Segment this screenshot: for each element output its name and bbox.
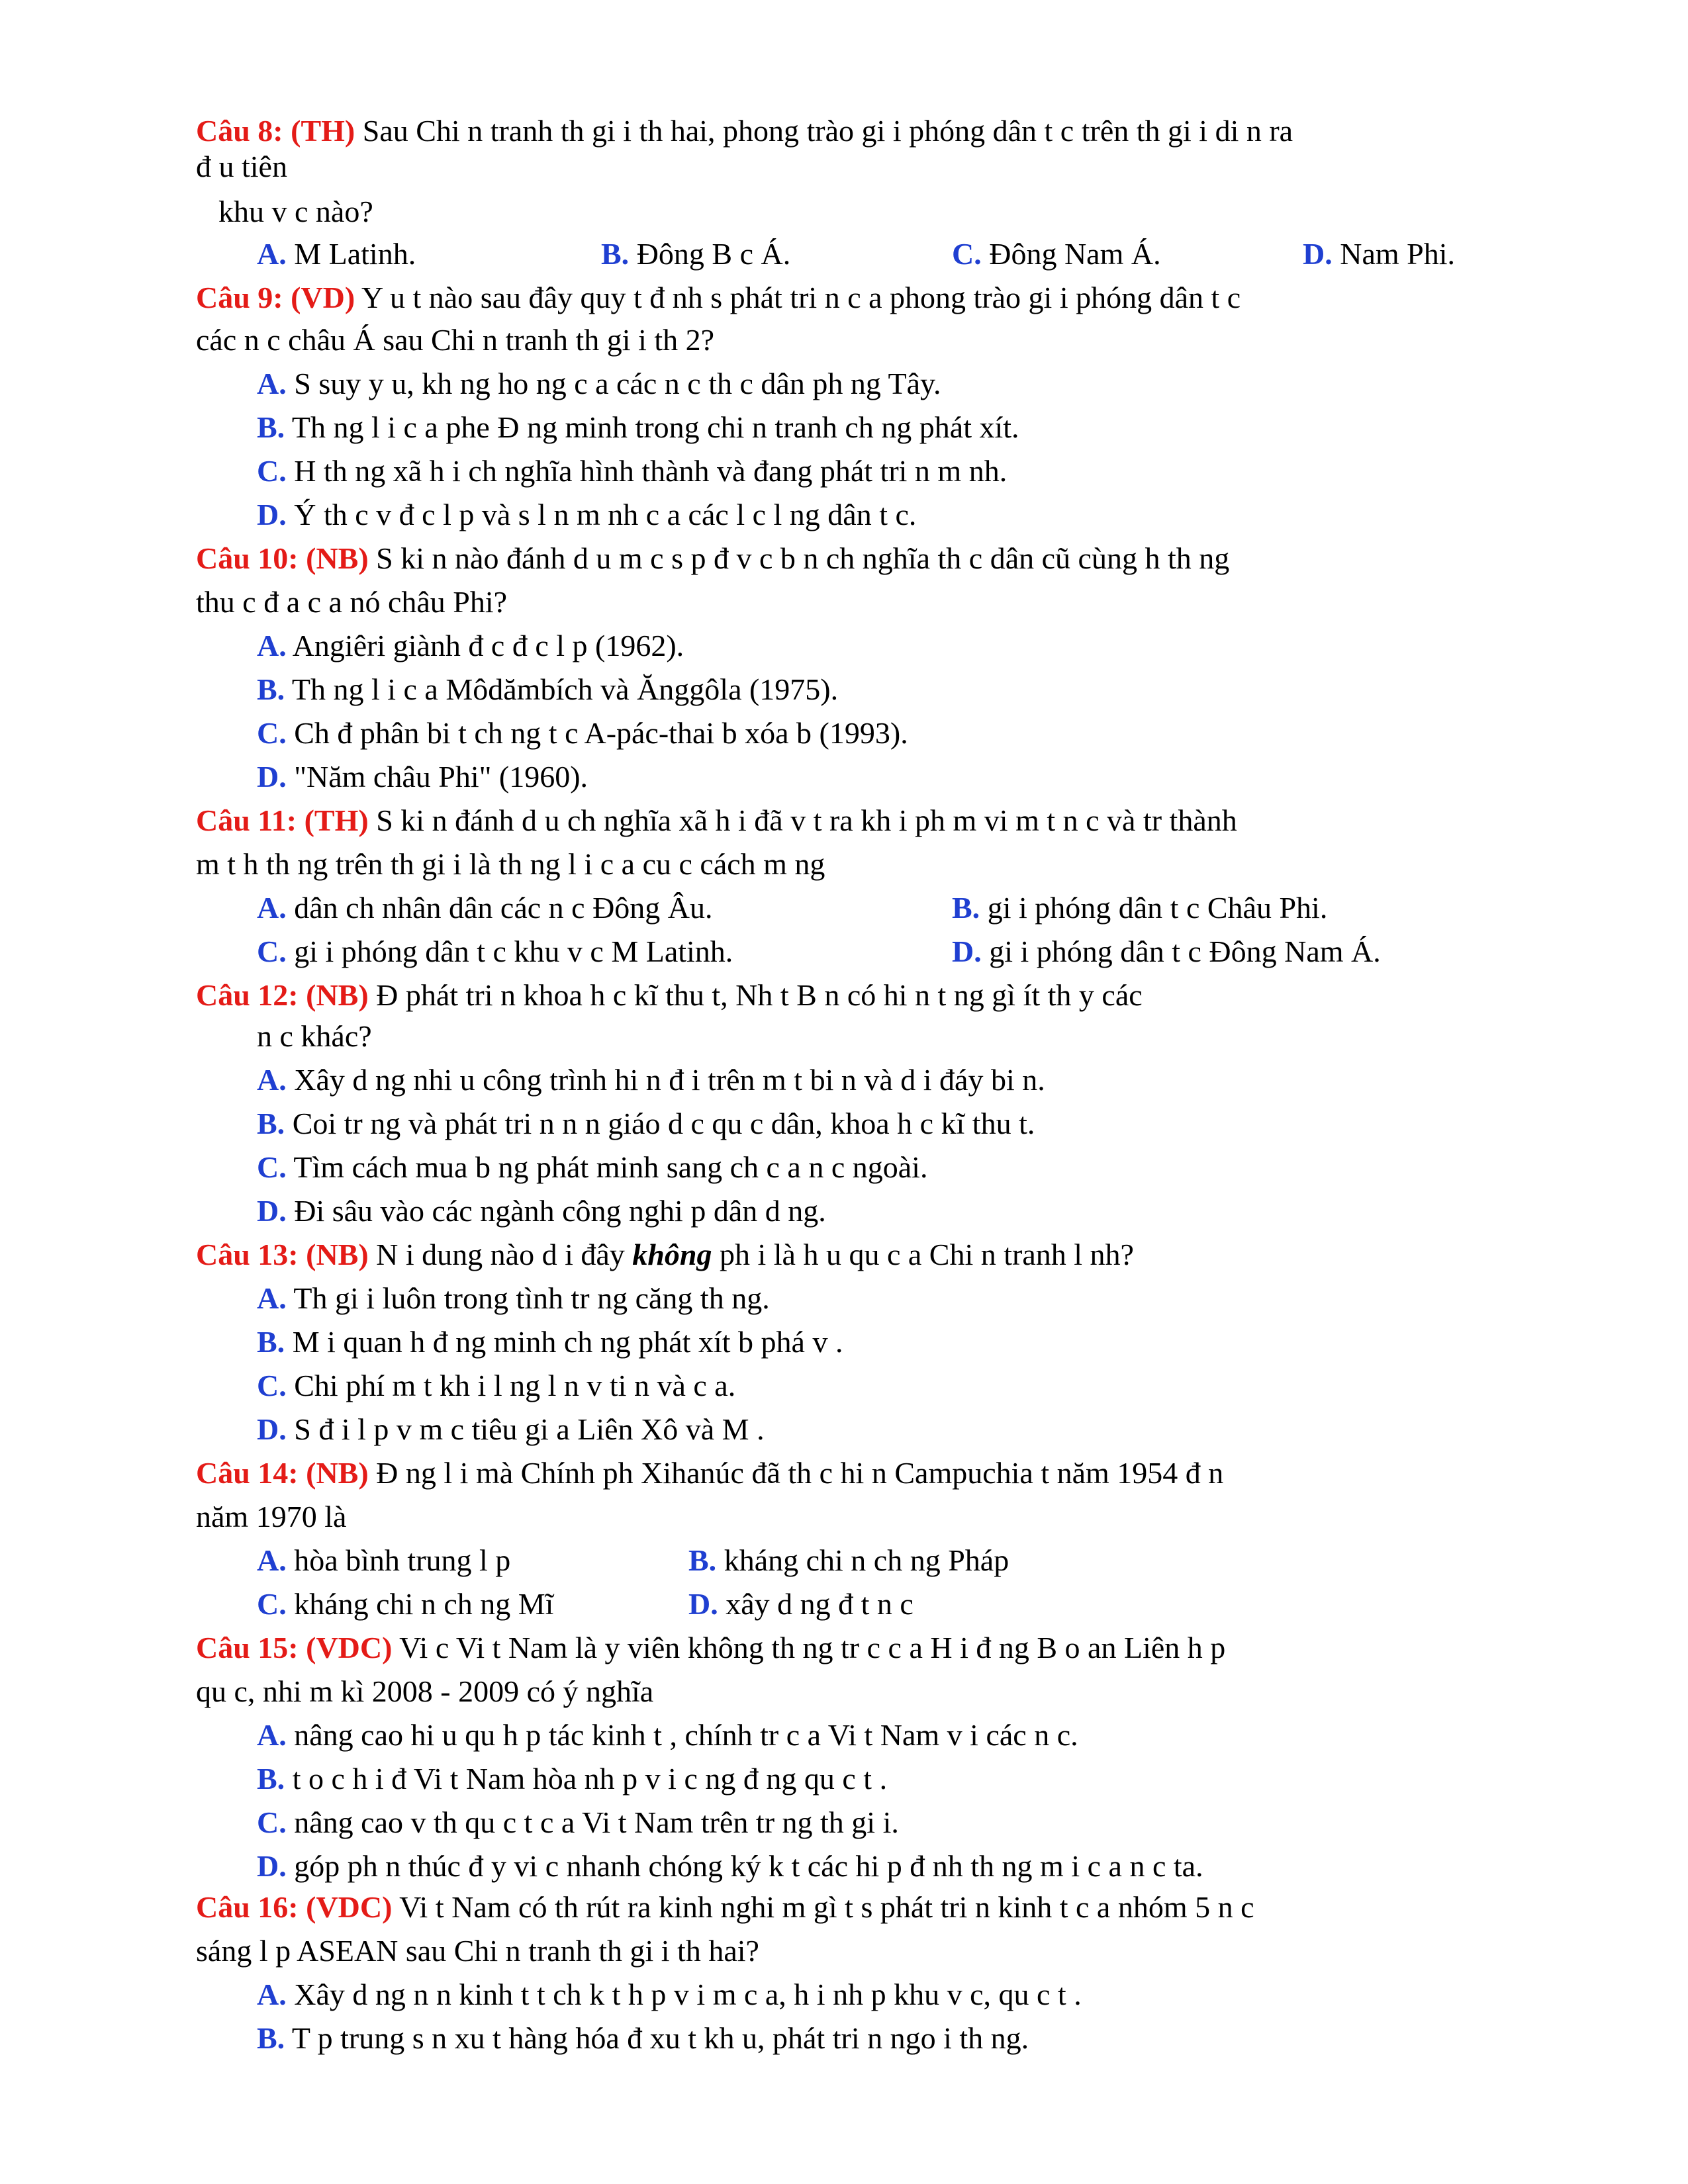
option-8b: B. Đông B c Á. [601, 237, 791, 271]
option-15a: A. nâng cao hi u qu h p tác kinh t , chính tr c a Vi t Nam v i các n c. [257, 1718, 1078, 1752]
question-9-label: Câu 9: [196, 281, 283, 314]
option-8d: D. Nam Phi. [1303, 237, 1456, 271]
question-12-level: (NB) [306, 978, 369, 1012]
question-13-line-1: Câu 13: (NB) N i dung nào d i đây không ph i là h u qu c a Chi n tranh l nh? [196, 1238, 1134, 1271]
option-12c: C. Tìm cách mua b ng phát minh sang ch c a n c ngoài. [257, 1150, 928, 1184]
option-10c: C. Ch đ phân bi t ch ng t c A-pác-thai b xóa b (1993). [257, 716, 908, 750]
question-9-level: (VD) [291, 281, 355, 314]
question-15-line-1: Câu 15: (VDC) Vi c Vi t Nam là y viên không th ng tr c c a H i đ ng B o an Liên h p [196, 1631, 1226, 1664]
option-10d: D. "Năm châu Phi" (1960). [257, 760, 588, 794]
question-15-line-2: qu c, nhi m kì 2008 - 2009 có ý nghĩa [196, 1674, 654, 1708]
option-8a: A. M Latinh. [257, 237, 416, 271]
question-8-level: (TH) [291, 114, 355, 148]
question-12-line-2: n c khác? [257, 1019, 372, 1053]
option-12d: D. Đi sâu vào các ngành công nghi p dân d ng. [257, 1194, 826, 1228]
question-12-label: Câu 12: [196, 978, 299, 1012]
question-11-level: (TH) [304, 803, 369, 837]
question-16-label: Câu 16: [196, 1890, 299, 1924]
option-9c: C. H th ng xã h i ch nghĩa hình thành và đang phát tri n m nh. [257, 454, 1008, 488]
question-11-line-1: Câu 11: (TH) S ki n đánh d u ch nghĩa xã h i đã v t ra kh i ph m vi m t n c và tr thành [196, 803, 1237, 837]
question-14-line-1: Câu 14: (NB) Đ ng l i mà Chính ph Xihanúc đã th c hi n Campuchia t năm 1954 đ n [196, 1456, 1224, 1490]
question-8-text: Sau Chi n tranh th gi i th hai, phong trào gi i phóng dân t c trên th gi i di n ra [355, 114, 1293, 148]
question-8-line-1 [196, 111, 1293, 151]
option-15b: B. t o c h i đ Vi t Nam hòa nh p v i c ng đ ng qu c t . [257, 1762, 888, 1796]
question-16-line-1: Câu 16: (VDC) Vi t Nam có th rút ra kinh nghi m gì t s phát tri n kinh t c a nhóm 5 n c [196, 1890, 1254, 1924]
option-9a: A. S suy y u, kh ng ho ng c a các n c th c dân ph ng Tây. [257, 367, 941, 400]
question-10-line-2: thu c đ a c a nó châu Phi? [196, 585, 508, 619]
option-16a: A. Xây d ng n n kinh t t ch k t h p v i m c a, h i nh p khu v c, qu c t . [257, 1978, 1082, 2011]
option-13d: D. S đ i l p v m c tiêu gi a Liên Xô và M . [257, 1412, 765, 1446]
question-12-line-1: Câu 12: (NB) Đ phát tri n khoa h c kĩ thu t, Nh t B n có hi n t ng gì ít th y các [196, 978, 1143, 1012]
question-16-line-2: sáng l p ASEAN sau Chi n tranh th gi i th hai? [196, 1934, 759, 1968]
option-10b: B. Th ng l i c a Môdămbích và Ănggôla (1975). [257, 672, 839, 706]
option-15c: C. nâng cao v th qu c t c a Vi t Nam trên tr ng th gi i. [257, 1805, 899, 1839]
question-15-label: Câu 15: [196, 1631, 299, 1664]
negation-word: không [632, 1238, 712, 1271]
option-12a: A. Xây d ng nhi u công trình hi n đ i trên m t bi n và d i đáy bi n. [257, 1063, 1045, 1097]
option-14b: B. kháng chi n ch ng Pháp [688, 1543, 1009, 1577]
question-14-level: (NB) [306, 1456, 369, 1490]
option-8c: C. Đông Nam Á. [952, 237, 1161, 271]
option-10a: A. Angiêri giành đ c đ c l p (1962). [257, 629, 684, 662]
question-11-line-2: m t h th ng trên th gi i là th ng l i c a cu c cách m ng [196, 847, 825, 881]
option-13c: C. Chi phí m t kh i l ng l n v ti n và c a. [257, 1369, 736, 1402]
question-8-label: Câu 8: [196, 114, 283, 148]
question-13-label: Câu 13: [196, 1238, 299, 1271]
option-13b: B. M i quan h đ ng minh ch ng phát xít b phá v . [257, 1325, 843, 1359]
option-9b: B. Th ng l i c a phe Đ ng minh trong chi n tranh ch ng phát xít. [257, 410, 1019, 444]
question-8-line-3: khu v c nào? [218, 195, 373, 228]
option-11c: C. gi i phóng dân t c khu v c M Latinh. [257, 934, 733, 968]
question-14-line-2: năm 1970 là [196, 1500, 347, 1533]
option-13a: A. Th gi i luôn trong tình tr ng căng th ng. [257, 1281, 770, 1315]
question-10-label: Câu 10: [196, 541, 299, 575]
option-12b: B. Coi tr ng và phát tri n n n giáo d c qu c dân, khoa h c kĩ thu t. [257, 1107, 1035, 1140]
option-11d: D. gi i phóng dân t c Đông Nam Á. [952, 934, 1381, 968]
option-14c: C. kháng chi n ch ng Mĩ [257, 1587, 554, 1621]
question-16-level: (VDC) [306, 1890, 393, 1924]
option-14d: D. xây d ng đ t n c [688, 1587, 914, 1621]
question-14-label: Câu 14: [196, 1456, 299, 1490]
option-11a: A. dân ch nhân dân các n c Đông Âu. [257, 891, 713, 925]
question-10-line-1: Câu 10: (NB) S ki n nào đánh d u m c s p đ v c b n ch nghĩa th c dân cũ cùng h th ng [196, 541, 1230, 575]
question-9-line-2: các n c châu Á sau Chi n tranh th gi i th 2? [196, 323, 715, 357]
question-13-level: (NB) [306, 1238, 369, 1271]
question-9-line-1: Câu 9: (VD) Y u t nào sau đây quy t đ nh s phát tri n c a phong trào gi i phóng dân t c [196, 281, 1241, 314]
question-11-label: Câu 11: [196, 803, 297, 837]
question-8-line-2: đ u tiên [196, 150, 287, 183]
question-10-level: (NB) [306, 541, 369, 575]
option-16b: B. T p trung s n xu t hàng hóa đ xu t kh u, phát tri n ngo i th ng. [257, 2021, 1029, 2055]
option-9d: D. Ý th c v đ c l p và s l n m nh c a các l c l ng dân t c. [257, 498, 917, 531]
option-15d: D. góp ph n thúc đ y vi c nhanh chóng ký k t các hi p đ nh th ng m i c a n c ta. [257, 1849, 1203, 1883]
option-14a: A. hòa bình trung l p [257, 1543, 511, 1577]
option-11b: B. gi i phóng dân t c Châu Phi. [952, 891, 1328, 925]
question-15-level: (VDC) [306, 1631, 393, 1664]
